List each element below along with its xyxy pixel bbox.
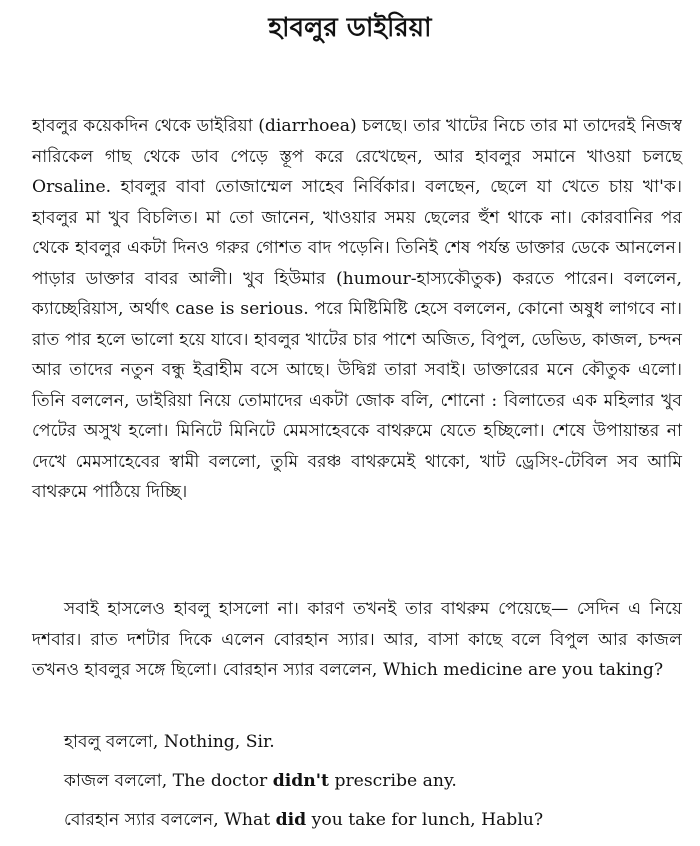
page-title: হাবলুর ডাইরিয়া (268, 13, 432, 43)
dialogue-text: বোরহান স্যার বললেন, What (64, 810, 276, 830)
dialogue-text: you take for lunch, Hablu? (306, 810, 544, 830)
dialogue-text: prescribe any. (329, 771, 457, 791)
dialogue-line (64, 805, 543, 835)
dialogue-line (64, 727, 275, 757)
dialogue-text: হাবলু বললো, Nothing, Sir. (64, 732, 275, 752)
body-paragraph: হাবলুর কয়েকদিন থেকে ডাইরিয়া (diarrhoea) চলছে। তার খাটের নিচে তার মা তাদেরই নিজস্ব নারিকেল গাছ থেকে ডাব পেড়ে স্তূপ করে রেখেছেন, আর হাবলুর সমানে খাওয়া চলছে Orsaline. হাবলুর বাবা তোজাম্মেল সাহেব নির্বিকার। বলছেন, ছেলে যা খেতে চায় খা'ক। হাবলুর মা খুব বিচলিত। মা তো জানেন, খাওয়ার সময় ছেলের হুঁশ থাকে না। কোরবানির পর থেকে হাবলুর একটা দিনও গরুর গোশত বাদ পড়েনি। তিনিই শেষ পর্যন্ত ডাক্তার ডেকে আনলেন। পাড়ার ডাক্তার বাবর আলী। খুব হিউমার (humour-হাস্যকৌতুক) করতে পারেন। বললেন, ক্যাচ্ছেরিয়াস, অর্থাৎ case is serious. পরে মিষ্টিমিষ্টি হেসে বললেন, কোনো অষুধ লাগবে না। রাত পার হলে ভালো হয়ে যাবে। হাবলুর খাটের চার পাশে অজিত, বিপুল, ডেভিড, কাজল, চন্দন আর তাদের নতুন বন্ধু ইব্রাহীম বসে আছে। উদ্বিগ্ন তারা সবাই। ডাক্তারের মনে কৌতুক এলো। তিনি বললেন, ডাইরিয়া নিয়ে তোমাদের একটা জোক বলি, শোনো : বিলাতের এক মহিলার খুব পেটের অসুখ হলো। মিনিটে মিনিটে মেমসাহেবকে বাথরুমে যেতে হচ্ছিলো। শেষে উপায়ান্তর না দেখে মেমসাহেবের স্বামী বললো, তুমি বরঞ্চ বাথরুমেই থাকো, খাট ড্রেসিং-টেবিল সব আমি বাথরুমে পাঠিয়ে দিচ্ছি। (32, 116, 682, 502)
body-paragraph: সবাই হাসলেও হাবলু হাসলো না। কারণ তখনই তার বাথরুম পেয়েছে— সেদিন এ নিয়ে দশবার। রাত দশটার দিকে এলেন বোরহান স্যার। আর, বাসা কাছে বলে বিপুল আর কাজল তখনও হাবলুর সঙ্গে ছিলো। বোরহান স্যার বললেন, Which medicine are you taking? (32, 599, 682, 680)
dialogue-emphasis: didn't (272, 771, 329, 791)
dialogue-text: কাজল বললো, The doctor (64, 771, 273, 791)
dialogue-line (64, 766, 457, 796)
dialogue-emphasis: did (275, 810, 307, 830)
